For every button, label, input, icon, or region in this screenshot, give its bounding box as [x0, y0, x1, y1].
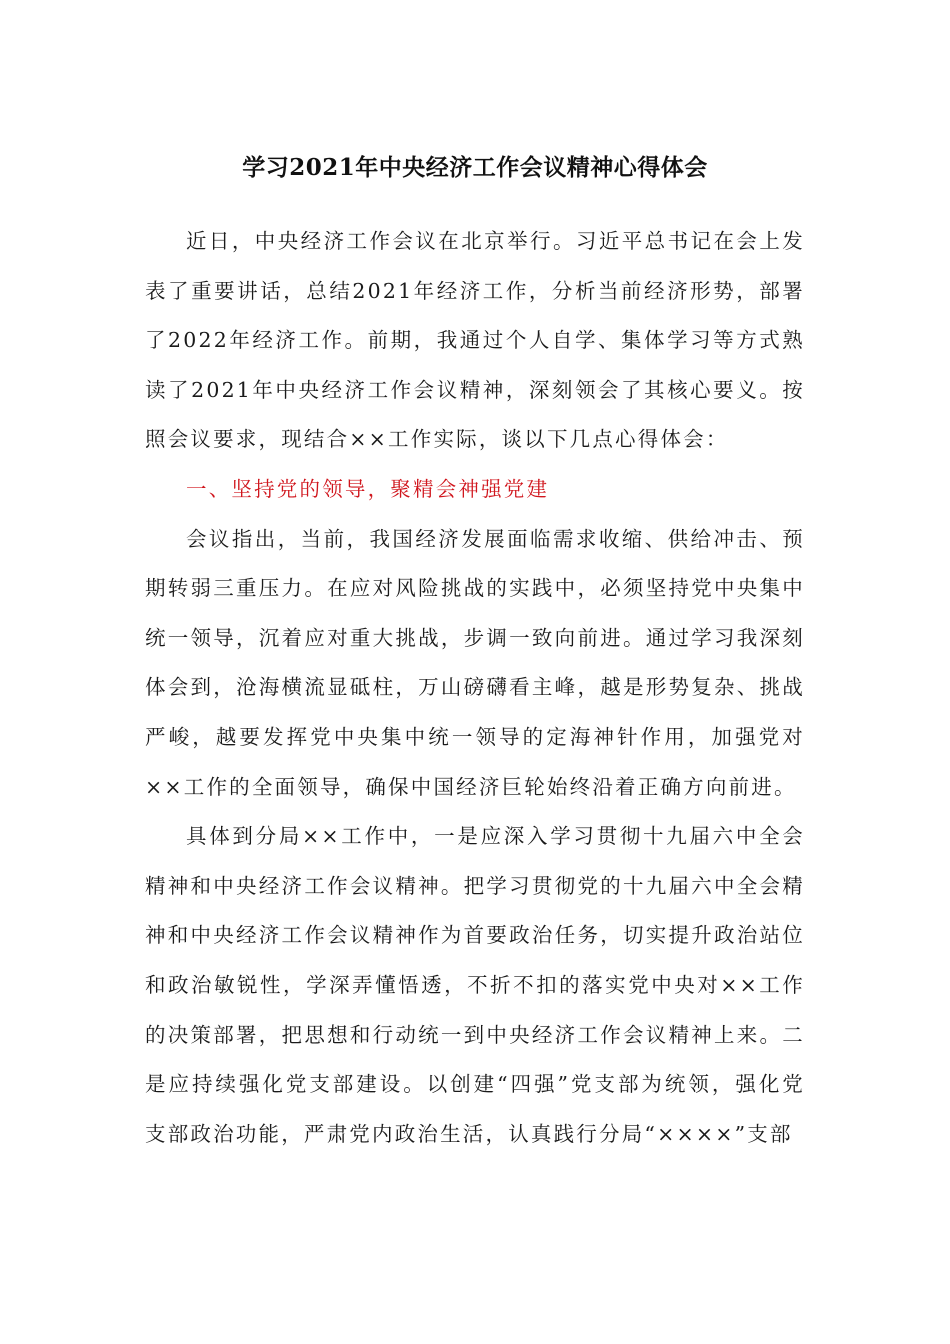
section-heading-1: 一、坚持党的领导，聚精会神强党建 [186, 476, 550, 501]
document-body [145, 217, 805, 1159]
paragraph-section1-body: 会议指出，当前，我国经济发展面临需求收缩、供给冲击、预期转弱三重压力。在应对风险挑战的实践中，必须坚持党中央集中统一领导，沉着应对重大挑战，步调一致向前进。通过学习我深刻体会到，沧海横流显砥柱，万山磅礴看主峰，越是形势复杂、挑战严峻，越要发挥党中央集中统一领导的定海神针作用，加强党对××工作的全面领导，确保中国经济巨轮始终沿着正确方向前进。 [145, 526, 805, 799]
paragraph-section1-detail: 具体到分局××工作中，一是应深入学习贯彻十九届六中全会精神和中央经济工作会议精神。把学习贯彻党的十九届六中全会精神和中央经济工作会议精神作为首要政治任务，切实提升政治站位和政治敏锐性，学深弄懂悟透，不折不扣的落实党中央对××工作的决策部署，把思想和行动统一到中央经济工作会议精神上来。二是应持续强化党支部建设。以创建“四强”党支部为统领，强化党支部政治功能，严肃党内政治生活，认真践行分局“××××”支部 [145, 824, 805, 1146]
paragraph-intro: 近日，中央经济工作会议在北京举行。习近平总书记在会上发表了重要讲话，总结2021年经济工作，分析当前经济形势，部署了2022年经济工作。前期，我通过个人自学、集体学习等方式熟读了2021年中央经济工作会议精神，深刻领会了其核心要义。按照会议要求，现结合××工作实际，谈以下几点心得体会： [145, 229, 805, 452]
document-title: 学习2021年中央经济工作会议精神心得体会 [242, 154, 708, 181]
